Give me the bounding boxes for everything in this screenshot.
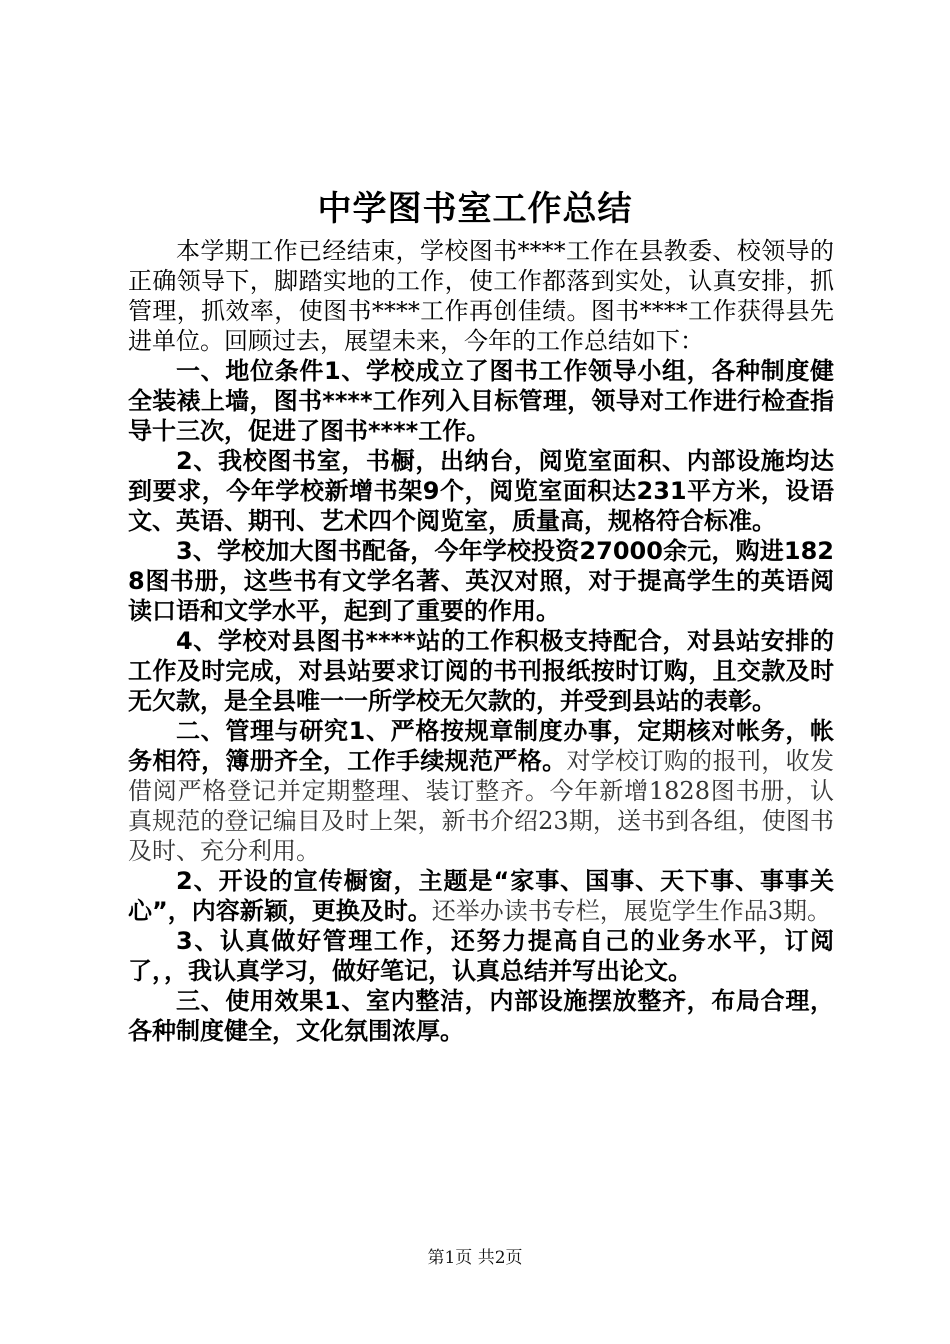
paragraph-item-3: 3、学校加大图书配备，今年学校投资27000余元，购进1828图书册，这些书有文学名著、英汉对照，对于提高学生的英语阅读口语和文学水平，起到了重要的作用。 [128, 537, 834, 625]
paragraph-section-2-heavy: 二、管理与研究1、严格按规章制度办事，定期核对帐务，帐务相符，簿册齐全，工作手续规范严格。 [128, 717, 834, 775]
paragraph-section-1: 一、地位条件1、学校成立了图书工作领导小组，各种制度健全装裱上墙，图书****工作列入目标管理，领导对工作进行检查指导十三次，促进了图书****工作。 [128, 357, 834, 445]
paragraph-intro: 本学期工作已经结束，学校图书****工作在县教委、校领导的正确领导下，脚踏实地的工作，使工作都落到实处，认真安排，抓管理，抓效率，使图书****工作再创佳绩。图书****工作获得县先进单位。回顾过去，展望未来，今年的工作总结如下： [128, 237, 834, 355]
paragraph-section-3: 三、使用效果1、室内整洁，内部设施摆放整齐，布局合理，各种制度健全，文化氛围浓厚。 [128, 987, 834, 1045]
paragraph-section-2 [128, 716, 834, 866]
paragraph-section-2-item-2-heavy: 2、开设的宣传橱窗，主题是“家事、国事、天下事、事事关心”，内容新颖，更换及时。 [128, 867, 834, 925]
paragraph-section-2-item-2 [128, 866, 834, 926]
document-body [128, 236, 834, 1046]
paragraph-section-2-light: 对学校订购的报刊，收发借阅严格登记并定期整理、装订整齐。今年新增1828图书册，认真规范的登记编目及时上架，新书介绍23期，送书到各组，使图书及时、充分利用。 [128, 747, 835, 865]
paragraph-item-2: 2、我校图书室，书橱，出纳台，阅览室面积、内部设施均达到要求，今年学校新增书架9个，阅览室面积达231平方米，设语文、英语、期刊、艺术四个阅览室，质量高，规格符合标准。 [128, 447, 834, 535]
paragraph-section-2-item-2-light: 还举办读书专栏，展览学生作品3期。 [431, 897, 832, 925]
document-title: 中学图书室工作总结 [317, 189, 633, 229]
paragraph-section-2-item-3: 3、认真做好管理工作，还努力提高自己的业务水平，订阅了，，我认真学习，做好笔记，认真总结并写出论文。 [128, 927, 834, 985]
page-indicator: 第1页 共2页 [427, 1248, 523, 1268]
paragraph-item-4: 4、学校对县图书****站的工作积极支持配合，对县站安排的工作及时完成，对县站要求订阅的书刊报纸按时订购，且交款及时无欠款，是全县唯一一所学校无欠款的，并受到县站的表彰。 [128, 627, 834, 715]
